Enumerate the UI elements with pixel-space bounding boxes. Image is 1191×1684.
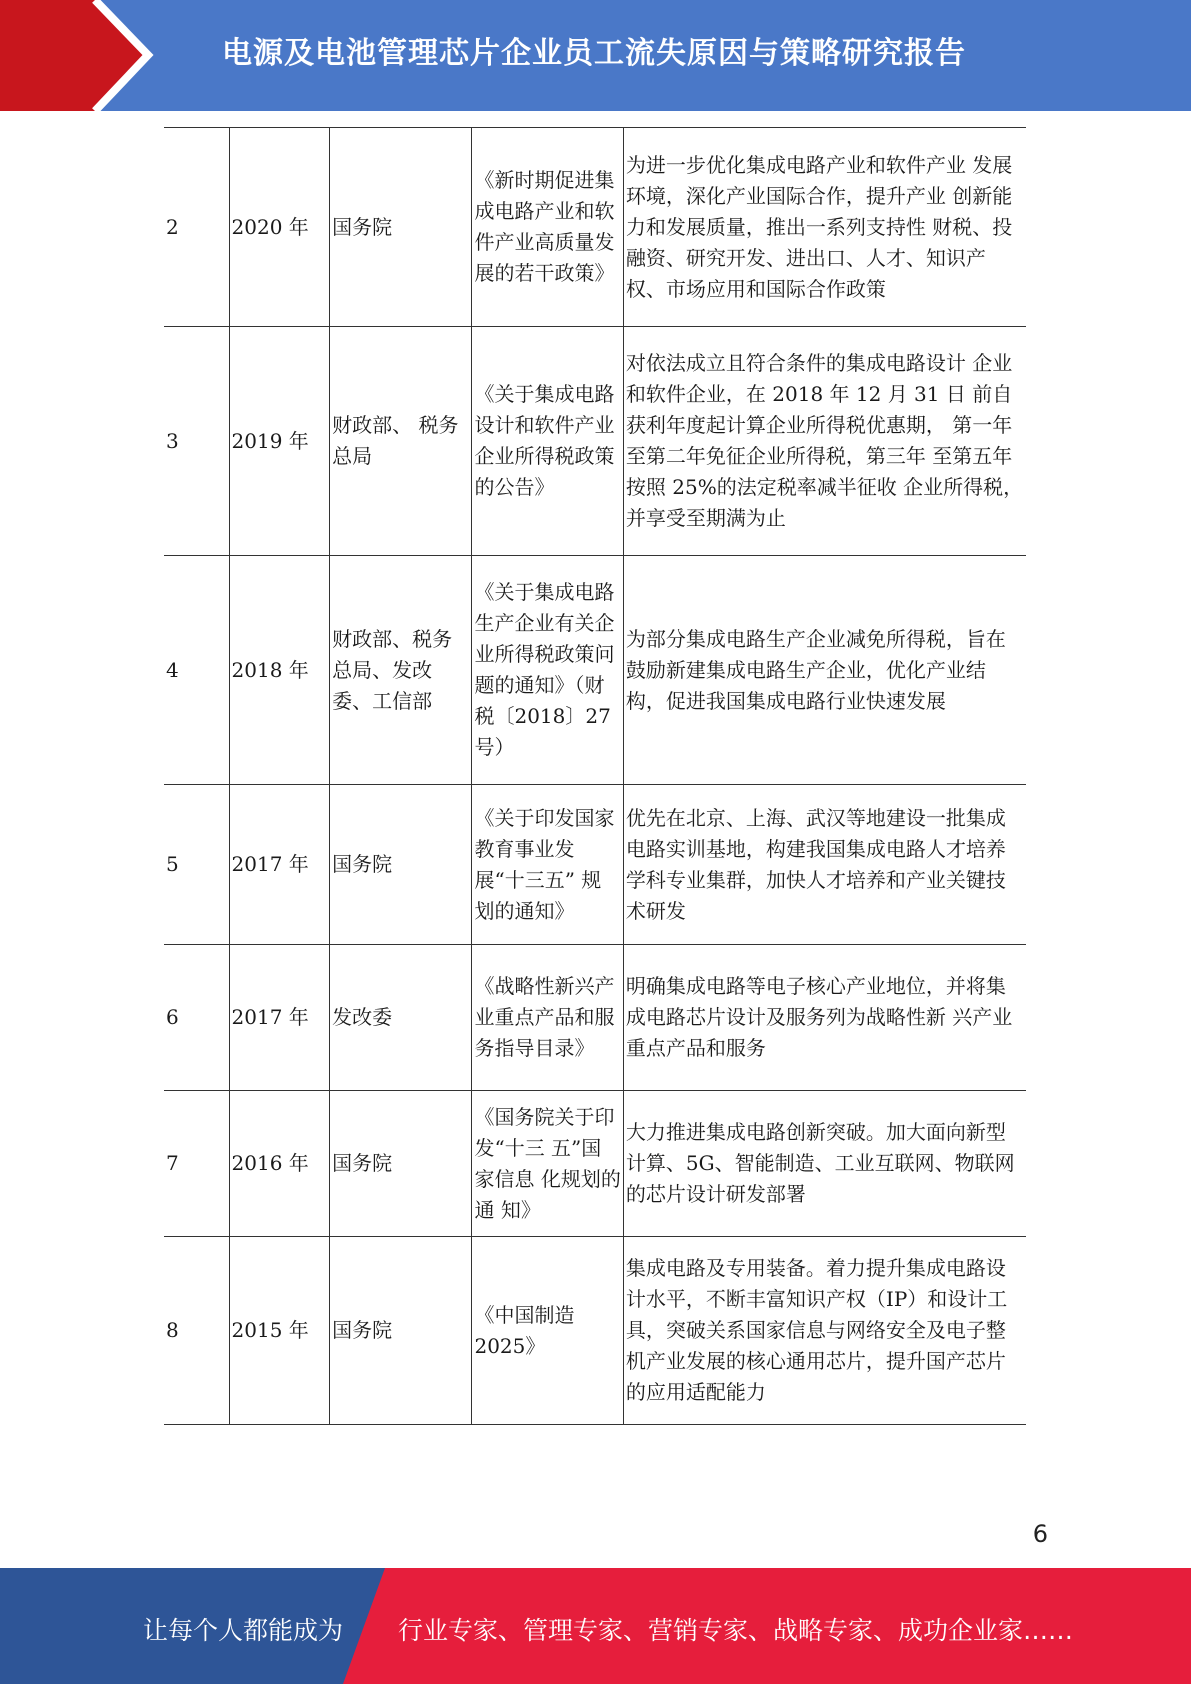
row-description: 为进一步优化集成电路产业和软件产业 发展环境，深化产业国际合作，提升产业 创新能力和发展质量，推出一系列支持性 财税、投融资、研究开发、进出口、人才、知识产权、市场应用和国际合作政策 [623,128,1026,327]
row-description: 集成电路及专用装备。着力提升集成电路设计水平，不断丰富知识产权（IP）和设计工具，突破关系国家信息与网络安全及电子整机产业发展的核心通用芯片，提升国产芯片的应用适配能力 [623,1237,1026,1425]
table-row [164,128,1026,327]
row-year: 2016 年 [229,1091,330,1237]
page-footer [0,1568,1191,1684]
row-number: 3 [164,327,229,556]
table-row [164,945,1026,1091]
row-department: 财政部、税务总局、发改委、工信部 [330,556,472,785]
row-description: 明确集成电路等电子核心产业地位，并将集成电路芯片设计及服务列为战略性新 兴产业重点产品和服务 [623,945,1026,1091]
row-year: 2020 年 [229,128,330,327]
row-year: 2015 年 [229,1237,330,1425]
row-year: 2017 年 [229,785,330,945]
row-document: 《关于印发国家教育事业发展“十三五” 规划的通知》 [472,785,623,945]
row-document: 《战略性新兴产业重点产品和服务指导目录》 [472,945,623,1091]
row-department: 发改委 [330,945,472,1091]
row-document: 《关于集成电路生产企业有关企业所得税政策问题的通知》（财税〔2018〕27号） [472,556,623,785]
table-row [164,327,1026,556]
row-year: 2019 年 [229,327,330,556]
row-description: 优先在北京、上海、武汉等地建设一批集成电路实训基地，构建我国集成电路人才培养学科专业集群，加快人才培养和产业关键技术研发 [623,785,1026,945]
policy-table [164,127,1026,1425]
row-document: 《关于集成电路设计和软件产业企业所得税政策的公告》 [472,327,623,556]
row-department: 财政部、 税务总局 [330,327,472,556]
footer-slogan-right: 行业专家、管理专家、营销专家、战略专家、成功企业家…… [398,1616,1074,1645]
row-number: 4 [164,556,229,785]
row-department: 国务院 [330,1237,472,1425]
row-department: 国务院 [330,785,472,945]
row-document: 《国务院关于印发“十三 五”国家信息 化规划的通 知》 [472,1091,623,1237]
row-number: 2 [164,128,229,327]
row-department: 国务院 [330,128,472,327]
row-document: 《新时期促进集成电路产业和软件产业高质量发展的若干政策》 [472,128,623,327]
page-number: 6 [1032,1520,1048,1548]
table-row [164,1091,1026,1237]
footer-slogan-left: 让每个人都能成为 [143,1616,344,1645]
row-year: 2017 年 [229,945,330,1091]
page-header [0,0,1191,111]
row-description: 对依法成立且符合条件的集成电路设计 企业和软件企业，在 2018 年 12 月 31 日 前自获利年度起计算企业所得税优惠期， 第一年至第二年免征企业所得税，第三年 至第五年按照 25%的法定税率减半征收 企业所得税，并享受至期满为止 [623,327,1026,556]
table-row [164,556,1026,785]
row-description: 为部分集成电路生产企业减免所得税，旨在鼓励新建集成电路生产企业，优化产业结构，促进我国集成电路行业快速发展 [623,556,1026,785]
table-row [164,785,1026,945]
row-year: 2018 年 [229,556,330,785]
row-number: 5 [164,785,229,945]
report-title: 电源及电池管理芯片企业员工流失原因与策略研究报告 [222,36,966,71]
row-number: 6 [164,945,229,1091]
row-description: 大力推进集成电路创新突破。加大面向新型计算、5G、智能制造、工业互联网、物联网的芯片设计研发部署 [623,1091,1026,1237]
row-number: 7 [164,1091,229,1237]
row-number: 8 [164,1237,229,1425]
row-document: 《中国制造 2025》 [472,1237,623,1425]
row-department: 国务院 [330,1091,472,1237]
table-row [164,1237,1026,1425]
